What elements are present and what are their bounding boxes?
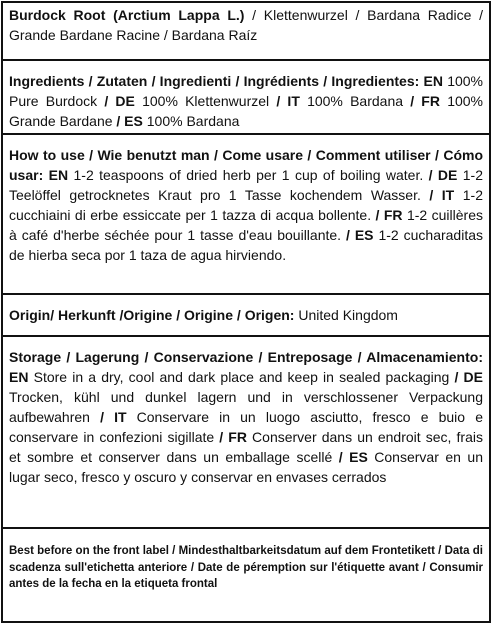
how-to-use-fr: 1-2 cuillères à café d'herbe séchée pour 1 tasse d'eau bouillante. bbox=[9, 207, 483, 243]
divider bbox=[3, 527, 489, 537]
ingredients-de: 100% Klettenwurzel bbox=[134, 93, 277, 109]
lang-code-de: / DE bbox=[104, 93, 135, 109]
lang-code-fr: / FR bbox=[375, 207, 403, 223]
lang-code-it: / IT bbox=[276, 93, 300, 109]
ingredients-it: 100% Bardana bbox=[299, 93, 411, 109]
divider bbox=[3, 59, 489, 69]
ingredients-en: 100% Pure Burdock bbox=[9, 73, 484, 109]
ingredients-fr: 100% Grande Bardane bbox=[9, 93, 483, 129]
divider bbox=[3, 293, 489, 303]
storage-en: Store in a dry, cool and dark place and keep in sealed packaging bbox=[28, 369, 455, 385]
how-to-use-it: 1-2 cucchiaini di erbe essiccate per 1 tazza di acqua bollente. bbox=[9, 187, 483, 223]
divider bbox=[3, 335, 489, 345]
lang-code-en: EN bbox=[419, 73, 443, 89]
how-to-use-en: 1-2 teaspoons of dried herb per 1 cup of boiling water. bbox=[68, 167, 429, 183]
lang-code-es: / ES bbox=[338, 449, 368, 465]
ingredients-section bbox=[3, 69, 489, 133]
lang-code-en: EN bbox=[43, 167, 69, 183]
lang-code-fr: / FR bbox=[219, 429, 247, 445]
lang-code-it: / IT bbox=[100, 409, 127, 425]
lang-code-es: / ES bbox=[116, 113, 143, 129]
ingredients-es: 100% Bardana bbox=[142, 113, 240, 129]
storage-es: Conservar en un lugar seco, fresco y oscuro y conservar en envases cerrados bbox=[9, 449, 483, 485]
origin-section bbox=[3, 303, 489, 335]
lang-code-es: / ES bbox=[346, 227, 374, 243]
storage-section bbox=[3, 345, 489, 527]
best-before-section bbox=[3, 537, 489, 621]
best-before-text: Best before on the front label / Mindesthaltbarkeitsdatum auf dem Frontetikett / Data di scadenza sull'etichetta anteriore / Date de péremption sur l'étiquette avant / Consumir antes de la fecha en la etiqueta frontal bbox=[9, 545, 483, 590]
how-to-use-de: 1-2 Teelöffel getrocknetes Kraut pro 1 Tasse kochendem Wasser. bbox=[9, 167, 484, 203]
how-to-use-heading: How to use / Wie benutzt man / Come usare / Comment utiliser / Cómo usar: bbox=[9, 147, 483, 183]
origin-value: United Kingdom bbox=[294, 307, 398, 323]
lang-code-en: EN bbox=[9, 369, 29, 385]
divider bbox=[3, 133, 489, 143]
origin-heading: Origin/ Herkunft /Origine / Origine / Origen: bbox=[9, 307, 295, 323]
how-to-use-section bbox=[3, 143, 489, 293]
ingredients-heading: Ingredients / Zutaten / Ingredienti / Ingrédients / Ingredientes: bbox=[9, 73, 420, 89]
product-name-translations: / Klettenwurzel / Bardana Radice / Grande Bardane Racine / Bardana Raíz bbox=[9, 7, 483, 43]
lang-code-fr: / FR bbox=[410, 93, 440, 109]
lang-code-de: / DE bbox=[428, 167, 458, 183]
lang-code-de: / DE bbox=[454, 369, 483, 385]
storage-fr: Conserver dans un endroit sec, frais et sombre et conserver dans un emballage scellé bbox=[9, 429, 483, 465]
title-section bbox=[3, 3, 489, 59]
storage-it: Conservare in un luogo asciutto, fresco e buio e conservare in confezioni sigillate bbox=[9, 409, 483, 445]
lang-code-it: / IT bbox=[429, 187, 455, 203]
storage-de: Trocken, kühl und dunkel lagern und in verschlossener Verpackung aufbewahren bbox=[9, 389, 483, 425]
storage-heading: Storage / Lagerung / Conservazione / Entreposage / Almacenamiento: bbox=[9, 349, 483, 365]
how-to-use-es: 1-2 cucharaditas de hierba seca por 1 taza de agua hirviendo. bbox=[9, 227, 483, 263]
product-name: Burdock Root (Arctium Lappa L.) bbox=[9, 7, 245, 23]
product-label bbox=[1, 1, 491, 623]
